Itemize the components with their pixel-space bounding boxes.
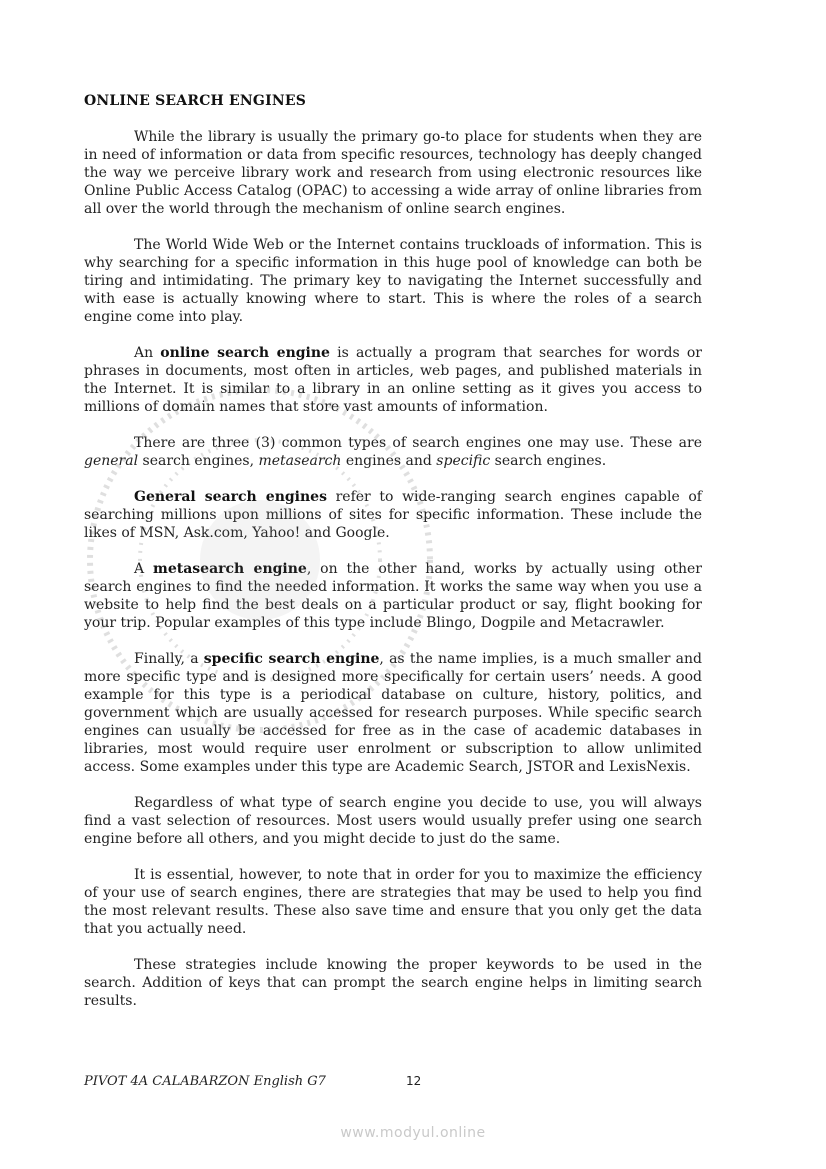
- paragraph-2: The World Wide Web or the Internet contains truckloads of information. This is why searching for a specific information in this huge pool of knowledge can both be tiring and intimidating. The primary key to navigating the Internet successfully and with ease is actually knowing where to start. This is where the roles of a search engine come into play.: [84, 237, 702, 325]
- term-specific-search-engine: specific search engine: [203, 651, 380, 667]
- term-metasearch-engine: metasearch engine: [153, 561, 307, 577]
- paragraph-9: It is essential, however, to note that in order for you to maximize the efficiency of your use of search engines, there are strategies that may be used to help you find the most relevant results. These also save time and ensure that you only get the data that you actually need.: [84, 867, 702, 937]
- body-text: [84, 128, 702, 1028]
- paragraph-4: There are three (3) common types of search engines one may use. These are general search engines, metasearch engines and specific search engines.: [84, 435, 702, 469]
- paragraph-6: A metasearch engine, on the other hand, works by actually using other search engines to find the needed information. It works the same way when you use a website to help find the best deals on a particular product or say, flight booking for your trip. Popular examples of this type include Blingo, Dogpile and Metacrawler.: [84, 561, 702, 631]
- paragraph-3: An online search engine is actually a program that searches for words or phrases in documents, most often in articles, web pages, and published materials in the Internet. It is similar to a library in an online setting as it gives you access to millions of domain names that store vast amounts of information.: [84, 345, 702, 415]
- paragraph-8: Regardless of what type of search engine you decide to use, you will always find a vast selection of resources. Most users would usually prefer using one search engine before all others, and you might decide to just do the same.: [84, 795, 702, 847]
- site-watermark-text: www.modyul.online: [340, 1125, 486, 1141]
- paragraph-7: Finally, a specific search engine, as the name implies, is a much smaller and more specific type and is designed more specifically for certain users’ needs. A good example for this type is a periodical database on culture, history, politics, and government which are usually accessed for research purposes. While specific search engines can usually be accessed for free as in the case of academic databases in libraries, most would require user enrolment or subscription to allow unlimited access. Some examples under this type are Academic Search, JSTOR and LexisNexis.: [84, 651, 702, 775]
- section-heading: ONLINE SEARCH ENGINES: [84, 93, 306, 109]
- paragraph-1: While the library is usually the primary go-to place for students when they are in need of information or data from specific resources, technology has deeply changed the way we perceive library work and research from using electronic resources like Online Public Access Catalog (OPAC) to accessing a wide array of online libraries from all over the world through the mechanism of online search engines.: [84, 129, 702, 217]
- term-online-search-engine: online search engine: [160, 345, 330, 361]
- page-number: 12: [406, 1074, 422, 1088]
- paragraph-10: These strategies include knowing the proper keywords to be used in the search. Addition of keys that can prompt the search engine helps in limiting search results.: [84, 957, 702, 1009]
- term-general-search-engines: General search engines: [134, 489, 327, 505]
- paragraph-5: General search engines refer to wide-ranging search engines capable of searching millions upon millions of sites for specific information. These include the likes of MSN, Ask.com, Yahoo! and Google.: [84, 489, 702, 541]
- footer-label: PIVOT 4A CALABARZON English G7: [84, 1074, 326, 1089]
